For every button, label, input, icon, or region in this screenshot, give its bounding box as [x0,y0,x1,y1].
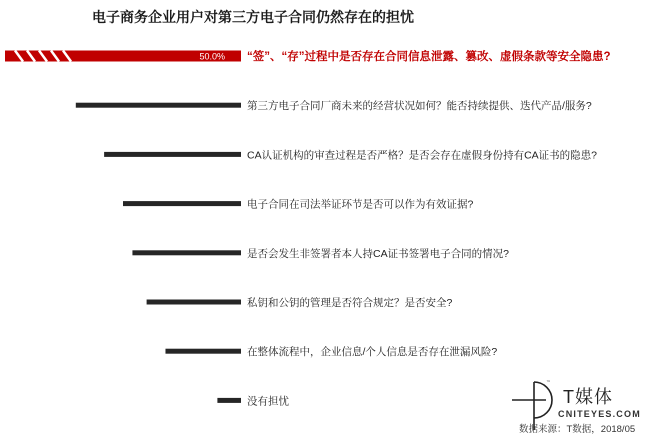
category-label: CA认证机构的审查过程是否严格？是否会存在虚假身份持有CA证书的隐患? [247,149,598,162]
category-label: “签”、“存”过程中是否存在合同信息泄露、篡改、虚假条款等安全隐患? [247,51,611,63]
bar-group [217,394,289,407]
bar [132,250,241,255]
bar [104,152,241,157]
bar-group [104,148,597,161]
bar [147,300,241,305]
category-label: 在整体流程中，企业信息/个人信息是否存在泄漏风险? [247,346,498,359]
brand-name: T媒体 [563,387,613,407]
category-label: 电子合同在司法举证环节是否可以作为有效证据? [247,198,474,211]
data-source: 数据来源：T数据，2018/05 [519,424,636,435]
bar-group [147,296,453,309]
category-label: 私钥和公钥的管理是否符合规定？是否安全? [247,297,453,309]
category-label: 是否会发生非签署者本人持CA证书签署电子合同的情况? [247,247,509,260]
bar [217,398,241,403]
bar-group [165,345,497,358]
bar-group [5,49,611,63]
chart-title: 电子商务企业用户对第三方电子合同仍然存在的担忧 [92,9,414,25]
bar-value-label: 50.0% [199,51,225,62]
category-label: 没有担忧 [247,395,289,408]
bar [165,349,241,354]
brand-url: CNITEYES.COM [558,409,641,419]
bar [123,201,241,206]
svg-text:™: ™ [546,380,551,386]
bar-group [76,99,592,112]
bar [76,103,241,108]
bar-group [123,198,473,211]
bar-group [132,247,509,260]
category-label: 第三方电子合同厂商未来的经营状况如何？能否持续提供、迭代产品/服务? [247,100,592,113]
